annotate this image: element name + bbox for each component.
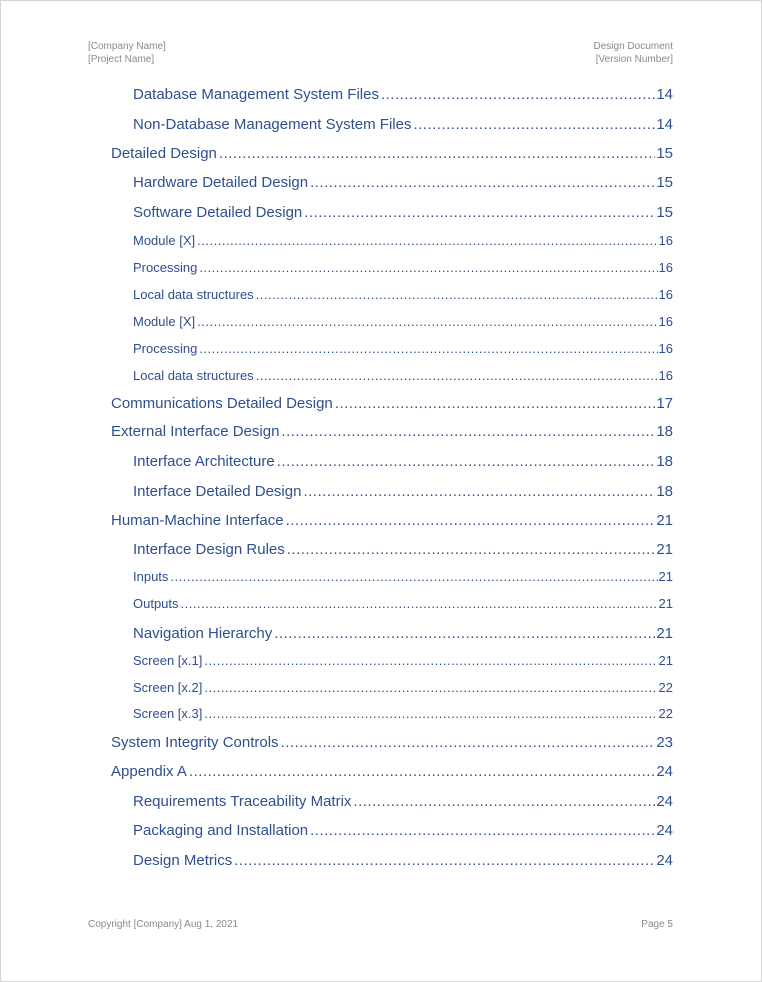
toc-entry[interactable] (111, 512, 673, 529)
toc-entry[interactable] (111, 395, 673, 412)
toc-entry-page-number: 18 (656, 453, 673, 470)
toc-entry[interactable] (133, 453, 673, 470)
toc-entry[interactable] (133, 260, 673, 275)
toc-entry-page-number: 16 (658, 314, 673, 329)
toc-dot-leader (219, 145, 655, 162)
footer-copyright: Copyright [Company] Aug 1, 2021 (88, 919, 239, 930)
toc-entry-title: Detailed Design (111, 145, 217, 162)
toc-dot-leader (170, 569, 657, 584)
toc-entry-page-number: 15 (656, 145, 673, 162)
toc-entry[interactable] (133, 86, 673, 103)
toc-dot-leader (281, 423, 655, 440)
toc-entry-page-number: 14 (656, 86, 673, 103)
toc-dot-leader (277, 453, 656, 470)
toc-entry-title: Non-Database Management System Files (133, 116, 412, 133)
toc-entry[interactable] (133, 680, 673, 695)
toc-dot-leader (256, 287, 658, 302)
toc-entry-page-number: 22 (658, 680, 673, 695)
toc-entry-title: Screen [x.3] (133, 706, 203, 721)
toc-dot-leader (303, 483, 655, 500)
toc-entry[interactable] (133, 596, 673, 611)
toc-entry-page-number: 16 (658, 260, 673, 275)
toc-entry[interactable] (111, 145, 673, 162)
header-version-number: [Version Number] (595, 54, 673, 65)
toc-entry-title: Communications Detailed Design (111, 395, 333, 412)
toc-entry-page-number: 21 (658, 653, 673, 668)
toc-dot-leader (199, 260, 657, 275)
toc-entry[interactable] (133, 204, 673, 221)
toc-dot-leader (204, 680, 657, 695)
toc-entry[interactable] (133, 287, 673, 302)
toc-entry-page-number: 21 (656, 541, 673, 558)
toc-dot-leader (287, 541, 656, 558)
toc-entry-page-number: 24 (656, 822, 673, 839)
toc-entry-title: Inputs (133, 569, 169, 584)
toc-dot-leader (197, 233, 657, 248)
toc-entry[interactable] (133, 822, 673, 839)
toc-entry-page-number: 16 (658, 341, 673, 356)
toc-entry-title: External Interface Design (111, 423, 280, 440)
toc-entry[interactable] (133, 793, 673, 810)
toc-entry-title: Screen [x.2] (133, 680, 203, 695)
header-right (594, 40, 673, 66)
toc-dot-leader (204, 653, 657, 668)
header-company-name: [Company Name] (88, 41, 166, 52)
toc-dot-leader (256, 368, 658, 383)
toc-entry[interactable] (133, 541, 673, 558)
toc-entry-title: Interface Detailed Design (133, 483, 302, 500)
toc-entry[interactable] (133, 706, 673, 721)
toc-entry[interactable] (133, 483, 673, 500)
header-left (88, 40, 166, 66)
toc-entry-title: Interface Architecture (133, 453, 275, 470)
toc-entry-title: Hardware Detailed Design (133, 174, 309, 191)
toc-entry-title: Module [X] (133, 314, 196, 329)
toc-entry-page-number: 14 (656, 116, 673, 133)
toc-entry[interactable] (111, 734, 673, 751)
toc-dot-leader (181, 596, 658, 611)
toc-dot-leader (304, 204, 655, 221)
toc-entry-page-number: 24 (656, 763, 673, 780)
toc-entry[interactable] (133, 116, 673, 133)
toc-entry-title: Design Metrics (133, 852, 233, 869)
toc-entry-page-number: 18 (656, 483, 673, 500)
toc-dot-leader (335, 395, 656, 412)
toc-entry-page-number: 24 (656, 852, 673, 869)
toc-entry-title: Outputs (133, 596, 179, 611)
toc-entry-page-number: 16 (658, 287, 673, 302)
toc-entry-title: Database Management System Files (133, 86, 379, 103)
toc-dot-leader (286, 512, 656, 529)
toc-dot-leader (234, 852, 655, 869)
toc-entry-page-number: 15 (656, 204, 673, 221)
toc-entry-title: System Integrity Controls (111, 734, 279, 751)
toc-dot-leader (199, 341, 657, 356)
toc-entry[interactable] (133, 653, 673, 668)
toc-entry[interactable] (133, 368, 673, 383)
toc-entry-title: Interface Design Rules (133, 541, 285, 558)
toc-entry-page-number: 22 (658, 706, 673, 721)
toc-entry-title: Navigation Hierarchy (133, 625, 273, 642)
toc-dot-leader (310, 822, 655, 839)
toc-entry[interactable] (133, 625, 673, 642)
toc-entry[interactable] (133, 174, 673, 191)
toc-entry-page-number: 23 (656, 734, 673, 751)
toc-entry-title: Software Detailed Design (133, 204, 303, 221)
toc-dot-leader (197, 314, 657, 329)
footer-page-number: Page 5 (641, 919, 673, 930)
toc-entry-page-number: 21 (658, 569, 673, 584)
toc-dot-leader (413, 116, 655, 133)
toc-entry[interactable] (133, 852, 673, 869)
toc-entry[interactable] (111, 423, 673, 440)
toc-entry[interactable] (133, 314, 673, 329)
toc-entry[interactable] (111, 763, 673, 780)
toc-entry-title: Packaging and Installation (133, 822, 309, 839)
toc-entry-title: Local data structures (133, 368, 254, 383)
header-project-name: [Project Name] (88, 54, 155, 65)
toc-entry-page-number: 21 (658, 596, 673, 611)
toc-entry-page-number: 21 (656, 625, 673, 642)
toc-entry-page-number: 17 (656, 395, 673, 412)
toc-entry-title: Human-Machine Interface (111, 512, 284, 529)
toc-entry-title: Screen [x.1] (133, 653, 203, 668)
toc-entry[interactable] (133, 233, 673, 248)
toc-dot-leader (281, 734, 656, 751)
toc-entry-title: Module [X] (133, 233, 196, 248)
toc-entry-page-number: 24 (656, 793, 673, 810)
toc-entry-page-number: 21 (656, 512, 673, 529)
toc-entry-page-number: 15 (656, 174, 673, 191)
toc-entry-title: Requirements Traceability Matrix (133, 793, 352, 810)
toc-entry-title: Processing (133, 260, 198, 275)
toc-entry-title: Processing (133, 341, 198, 356)
toc-entry[interactable] (133, 569, 673, 584)
toc-entry[interactable] (133, 341, 673, 356)
toc-entry-page-number: 16 (658, 368, 673, 383)
toc-dot-leader (189, 763, 655, 780)
toc-entry-title: Appendix A (111, 763, 187, 780)
toc-entry-page-number: 16 (658, 233, 673, 248)
toc-entry-title: Local data structures (133, 287, 254, 302)
toc-dot-leader (274, 625, 655, 642)
toc-dot-leader (353, 793, 655, 810)
header-document-title: Design Document (593, 41, 673, 52)
toc-dot-leader (381, 86, 655, 103)
toc-dot-leader (310, 174, 655, 191)
toc-dot-leader (204, 706, 657, 721)
toc-entry-page-number: 18 (656, 423, 673, 440)
